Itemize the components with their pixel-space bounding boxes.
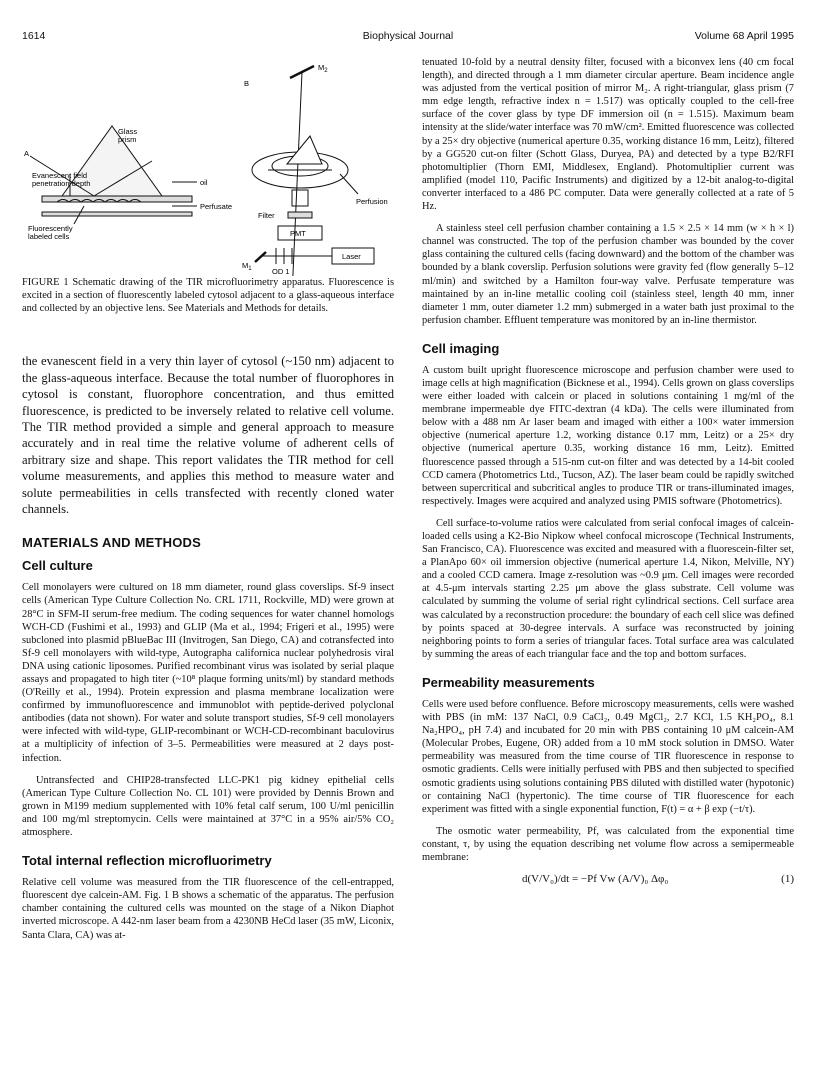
journal-title: Biophysical Journal — [362, 30, 454, 42]
fig-laser-label: Laser — [342, 252, 361, 261]
fig-filter-label: Filter — [258, 211, 275, 220]
fig-penetration-label: penetration depth — [32, 179, 91, 188]
figure-1 — [22, 56, 394, 276]
volume-info: Volume 68 April 1995 — [694, 30, 794, 42]
b-prism-shape — [287, 136, 322, 164]
fig-fluor-label-1: Fluorescently — [28, 224, 73, 233]
figure-1-schematic — [22, 56, 394, 276]
perm-paragraph-2: The osmotic water permeability, Pf, was calculated from the exponential time constant, τ, by using the equation describing net volume flow across a semipermeable membrane: — [422, 825, 794, 863]
fig-m1-label: $M_1$ — [242, 261, 252, 272]
page-number: 1614 — [22, 30, 46, 42]
equation-1 — [422, 873, 794, 889]
section-materials-methods: MATERIALS AND METHODS — [22, 535, 201, 551]
section-cell-culture: Cell culture — [22, 558, 93, 574]
figure-1-caption: FIGURE 1 Schematic drawing of the TIR microfluorimetry apparatus. Fluorescence is excited in a section of fluorescently labeled cytosol adjacent to a glass-aqueous interface and collected by an objective lens. See Materials and Methods for details. — [22, 277, 394, 315]
equation-1-text: d(V/V₀)/dt = −Pf Vw (A/V)₀ Δφ₀ — [522, 873, 669, 886]
culture-paragraph-2: Untransfected and CHIP28-transfected LLC-PK1 pig kidney epithelial cells (American Type Culture Collection No. CL 101) were provided by Dennis Brown and grown in M199 medium supplemented with 10% fetal calf serum, 100 U/ml penicillin and 100 mg/ml streptomycin. Cells were maintained at 37°C in a 95% air/5% CO₂ atmosphere. — [22, 774, 394, 839]
fig-oil-label: oil — [200, 178, 208, 187]
bottom-coverslip-shape — [42, 212, 192, 216]
objective-shape — [292, 190, 308, 206]
fig-prism-label: prism — [118, 135, 137, 144]
intro-continuation: the evanescent field in a very thin layer of cytosol (~150 nm) adjacent to the glass-aqueous interface. Because the total number of fluorophores in cytosol is constant, fluorophore concentration, and thus emitted fluorescence, is predicted to be inversely related to relative cell volume. The TIR method provided a simple and general approach to measure accurately and in real time the relative volume of adherent cells of arbitrary size and shape. This report validates the TIR method for cell volume measurements, and applies this method to measure water and solute permeabilities in cells transfected with recently cloned water channels. — [22, 354, 394, 516]
cover-glass-shape — [42, 196, 192, 202]
equation-1-number: (1) — [781, 873, 794, 886]
left-column — [22, 56, 394, 951]
fig-fluor-label-2: labeled cells — [28, 232, 70, 241]
beam-path-vertical — [292, 72, 302, 276]
fig-glass-label: Glass — [118, 127, 138, 136]
imaging-paragraph-1: A custom built upright fluorescence microscope and perfusion chamber were used to image cells at high magnification (Bicknese et al., 1994). Cells grown on glass coverslips were either loaded with calcein or placed in solutions containing 1 mg/ml of the membrane impermeable dye FITC-dextran (4 kDa). The cells were illuminated from below with a 488 nm Ar laser beam and imaged with either a 100× water immersion objective (numerical aperture 1.2, working distance 0.17 mm, Leitz) or a 25× dry objective (numerical aperture 0.35, working distance 16 mm, Leitz). Emitted fluorescence passed through a 515-nm cut-on filter and was detected by a 14-bit cooled CCD camera (Photometrics Ltd., Tucson, AZ). The laser beam could be rapidly switched between supercritical and subcritical angles to produce TIR or trans-illuminated images, respectively. Images were acquired and analyzed using PMIS software (Photometrics). — [422, 364, 794, 507]
fig-perfusion-label: Perfusion — [356, 197, 388, 206]
fig-label-b: B — [244, 79, 250, 88]
culture-paragraph-1: Cell monolayers were cultured on 18 mm diameter, round glass coverslips. Sf-9 insect cells (American Type Culture Collection No. CRL 1711, Rockville, MD) were grown at 28°C in SFM-II serum-free medium. The coding sequences for water channel homologs WCH-CD (Fushimi et al., 1993) and GLIP (Ma et al., 1994; Frigeri et al., 1995) were subcloned into plasmid pBlueBac III (Invitrogen, San Diego, CA) and cotransfected into Sf-9 cell monolayers with wild-type, Autographa californica nuclear polyhedrosis viral DNA using cationic liposomes. Purified recombinant virus was isolated by serial plaque assays and propagated to high titer (~10⁸ plaque forming units/ml) by standard methods (O'Reilly et al., 1994). Protein expression and plasma membrane localization were confirmed by immunofluorescence and immunoblot with peptide-derived polyclonal antibodies (data not shown). For water and solute transport studies, Sf-9 cell monolayers were infected with wild-type, GLIP-recombinant or WCH-CD-recombinant baculovirus at a multiplicity of infection of 3–5. Permeabilities were measured at 2 days post-infection. — [22, 582, 394, 764]
right-column — [422, 56, 794, 889]
perm-paragraph-1: Cells were used before confluence. Before microscopy measurements, cells were washed with PBS (in mM: 137 NaCl, 0.9 CaCl₂, 0.49 MgCl₂, 2.7 KCl, 1.5 KH₂PO₄, 8.1 Na₂HPO₄, pH 7.4) and incubated for 20 min with PBS containing 10 μM calcein-AM (Molecular Probes, Eugene, OR) added from a 10 mM stock solution in DMSO. Water permeability was measured from the time course of TIR fluorescence in response to osmotic gradients. Cells were initially perfused with PBS and then subjected to specified osmotic gradients using solutions containing PBS diluted with distilled water (hypotonic) or containing NaCl (hypertonic). The time course of TIR fluorescence for each experiment was fitted with a single exponential function, F(t) = α + β exp (−t/τ). — [422, 698, 794, 815]
section-permeability: Permeability measurements — [422, 674, 595, 690]
tir-paragraph-continued: tenuated 10-fold by a neutral density filter, focused with a biconvex lens (40 cm focal length), and directed through a 1 mm diameter circular aperture. Beam incidence angle was adjusted from the vertical position of mirror M₂. A right-triangular, glass prism (7 mm edge length, refractive index n = 1.517) was optically coupled to the cell-free surface of the cover glass by type DF immersion oil (n = 1.515). Maximum beam intensity at the slide/water interface was 70 mW/cm². Emitted fluorescence was collected by a 25× dry objective (numerical aperture 0.35, working distance 16 mm, Leitz), filtered by a GG520 cut-on filter (Schott Glass, Duryea, PA) and detected by a type B2/RFI photomultiplier (Thorn EMI, Middlesex, England). Photomultiplier current was amplified (model 110, Pacific Instruments) and digitized by a 12-bit analog-to-digital converter interfaced to a 486 PC computer. Data were generally collected at a rate of 5 Hz. — [422, 57, 795, 213]
fig-evanescent-label: Evanescent field — [32, 171, 88, 180]
fig-od-label: OD 1 — [272, 267, 290, 276]
fig-perfusate-label: Perfusate — [200, 202, 233, 211]
section-tir: Total internal reflection microfluorimetry — [22, 853, 272, 869]
perfusion-chamber-paragraph: A stainless steel cell perfusion chamber containing a 1.5 × 2.5 × 14 mm (w × h × l) channel was constructed. The top of the perfusion chamber was bounded by the cover glass containing the cultured cells (facing downward) and the bottom of the chamber was bounded by a blank coverslip. Perfusion solutions were gravity fed (flow generally 5–12 ml/min) and switched by a Hamilton four-way valve. Perfusate temperature was maintained by an in-line metallic cooling coil (stainless steel, length 40 mm, inner diameter 1 mm, outer diameter 1.2 mm) submerged in a water bath just proximal to the perfusion chamber. Effluent temperature was monitored by an in-line thermistor. — [422, 223, 794, 326]
fig-label-a: A — [24, 149, 30, 158]
fig-m2-label: $M_2$ — [318, 63, 328, 74]
mirror-m1-shape — [255, 252, 266, 262]
fig-pmt-label: PMT — [290, 229, 306, 238]
running-header — [22, 30, 794, 44]
section-cell-imaging: Cell imaging — [422, 340, 500, 356]
imaging-paragraph-2: Cell surface-to-volume ratios were calculated from serial confocal images of calcein-loaded cells using a K2-Bio Nipkow wheel confocal microscope (Technical Instruments, San Francisco, CA). Fluorescence was excited and measured with a fluorescein-filter set, a PlanApo 60× oil immersion objective (numerical aperture 1.4, Nikon, Melville, NY) and a cooled CCD camera. Image z-resolution was ~0.9 μm. Cell images were recorded at 4.5-μm intervals starting 2.25 μm above the glass substrate. Cell volume was calculated by summing the volume of serial right cylindrical sections. Cell surface area was calculated by a reconstruction procedure: the boundary of each cell slice was defined by points spaced at 30-degree intervals. A surface was reconstructed by joining neighboring points to form a series of triangular faces. Total surface area was calculated by summing the areas of each triangular face and the top and bottom surfaces. — [422, 517, 794, 660]
filter-shape — [288, 212, 312, 218]
tir-paragraph-1: Relative cell volume was measured from the TIR fluorescence of the cell-entrapped, fluorescent dye calcein-AM. Fig. 1 B shows a schematic of the apparatus. The perfusion chamber containing the cultured cells was mounted on the stage of a Nikon Diaphot inverted microscope. A 442-nm laser beam from a 4230NB HeCd laser (35 mW, Liconix, Santa Clara, CA) was at- — [22, 877, 394, 941]
